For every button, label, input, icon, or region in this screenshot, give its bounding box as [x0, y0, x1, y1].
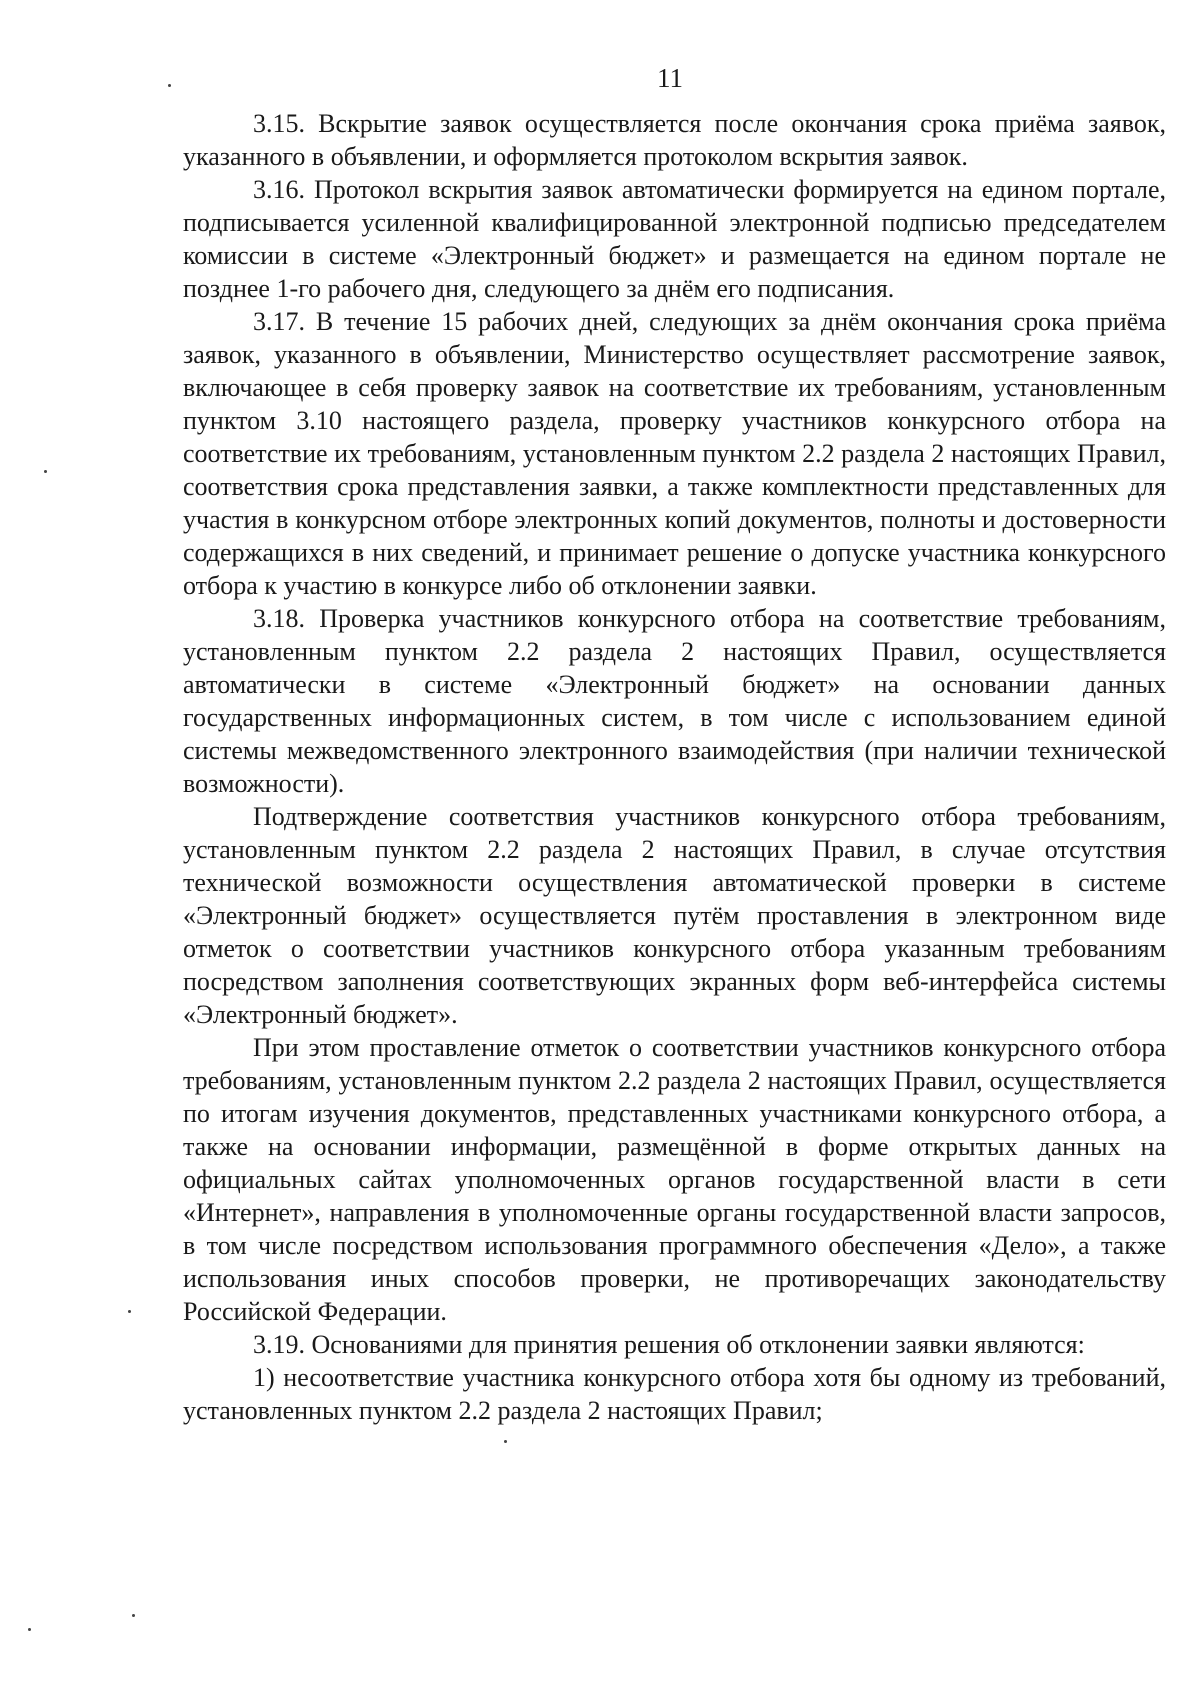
paragraph-3-17: 3.17. В течение 15 рабочих дней, следующих за днём окончания срока приёма заявок, указанного в объявлении, Министерство осуществляет рассмотрение заявок, включающее в себя проверку заявок на соответствие их требованиям, установленным пунктом 3.10 настоящего раздела, проверку участников конкурсного отбора на соответствие их требованиям, установленным пунктом 2.2 раздела 2 настоящих Правил, соответствия срока представления заявки, а также комплектности представленных для участия в конкурсном отборе электронных копий документов, полноты и достоверности содержащихся в них сведений, и принимает решение о допуске участника конкурсного отбора к участию в конкурсе либо об отклонении заявки. [183, 307, 1166, 600]
scan-speck [168, 84, 171, 87]
scan-speck [132, 1614, 135, 1617]
paragraph-3-18: 3.18. Проверка участников конкурсного отбора на соответствие требованиям, установленным пунктом 2.2 раздела 2 настоящих Правил, осуществляется автоматически в системе «Электронный бюджет» на основании данных государственных информационных систем, в том числе с использованием единой системы межведомственного электронного взаимодействия (при наличии технической возможности). [183, 604, 1166, 798]
scan-speck [504, 1440, 507, 1443]
scan-speck [44, 470, 47, 473]
paragraph-3-16: 3.16. Протокол вскрытия заявок автоматически формируется на едином портале, подписывается усиленной квалифицированной электронной подписью председателем комиссии в системе «Электронный бюджет» и размещается на едином портале не позднее 1-го рабочего дня, следующего за днём его подписания. [183, 175, 1166, 303]
paragraph-3-15: 3.15. Вскрытие заявок осуществляется после окончания срока приёма заявок, указанного в объявлении, и оформляется протоколом вскрытия заявок. [183, 109, 1166, 171]
paragraph-confirmation: Подтверждение соответствия участников конкурсного отбора требованиям, установленным пунктом 2.2 раздела 2 настоящих Правил, в случае отсутствия технической возможности осуществления автоматической проверки в системе «Электронный бюджет» осуществляется путём проставления в электронном виде отметок о соответствии участников конкурсного отбора указанным требованиям посредством заполнения соответствующих экранных форм веб-интерфейса системы «Электронный бюджет». [183, 802, 1166, 1029]
page-number: 11 [657, 63, 683, 93]
scan-speck [28, 1628, 31, 1631]
paragraph-3-19: 3.19. Основаниями для принятия решения об отклонении заявки являются: [253, 1330, 1085, 1359]
scan-speck [128, 1310, 131, 1313]
paragraph-marks: При этом проставление отметок о соответствии участников конкурсного отбора требованиям, установленным пунктом 2.2 раздела 2 настоящих Правил, осуществляется по итогам изучения документов, представленных участниками конкурсного отбора, а также на основании информации, размещённой в форме открытых данных на официальных сайтах уполномоченных органов государственной власти в сети «Интернет», направления в уполномоченные органы государственной власти запросов, в том числе посредством использования программного обеспечения «Дело», а также использования иных способов проверки, не противоречащих законодательству Российской Федерации. [183, 1033, 1166, 1326]
list-item-1: 1) несоответствие участника конкурсного отбора хотя бы одному из требований, установленных пунктом 2.2 раздела 2 настоящих Правил; [183, 1363, 1166, 1425]
document-body [183, 107, 1166, 1427]
